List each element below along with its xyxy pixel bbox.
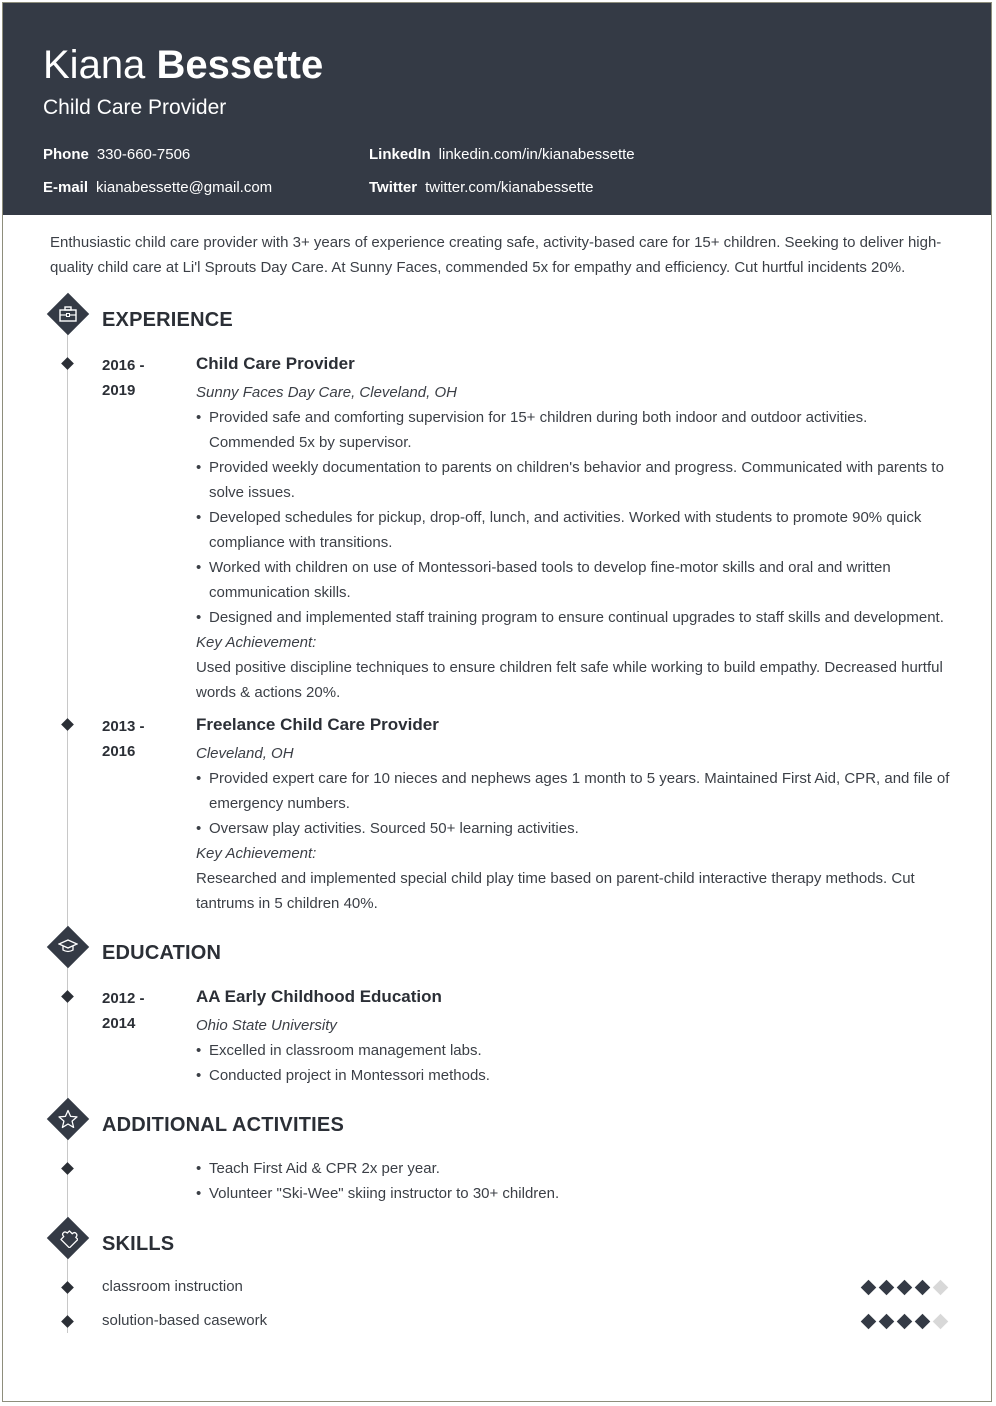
key-achievement-label: Key Achievement: [196, 845, 317, 862]
rating-diamond-filled [861, 1279, 877, 1295]
key-achievement-label: Key Achievement: [196, 634, 317, 651]
linkedin-link[interactable]: linkedin.com/in/kianabessette [438, 146, 635, 163]
list-item: • Oversaw play activities. Sourced 50+ learning activities. [196, 816, 956, 841]
resume-page [2, 2, 992, 1402]
email-label: E-mail [43, 179, 89, 196]
job-entry [196, 714, 956, 916]
summary-paragraph: Enthusiastic child care provider with 3+ years of experience creating safe, activity-based care for 15+ children. Seeking to deliver high-quality child care at Li'l Sprouts Day Care. At Sunny Faces, commended 5x for empathy and efficiency. Cut hurtful incidents 20%. [50, 234, 942, 276]
rating-diamond-empty [933, 1279, 949, 1295]
list-item: • Worked with children on use of Montessori-based tools to develop fine-motor skills and oral and written communication skills. [196, 555, 956, 605]
linkedin-label: LinkedIn [369, 146, 431, 163]
list-item: • Designed and implemented staff training program to ensure continual upgrades to staff skills and development. [196, 605, 956, 630]
job-title: Child Care Provider [43, 96, 227, 119]
job-bullets [196, 766, 956, 841]
skill-name: classroom instruction [102, 1278, 243, 1295]
first-name: Kiana [43, 43, 146, 87]
rating-diamond-filled [915, 1279, 931, 1295]
job-role: Freelance Child Care Provider [196, 715, 439, 734]
briefcase-icon [53, 299, 83, 329]
job-org: Sunny Faces Day Care, Cleveland, OH [196, 384, 457, 401]
key-achievement-text: Researched and implemented special child play time based on parent-child interactive therapy methods. Cut tantrums in 5 children 40%. [196, 870, 915, 912]
education-bullets [196, 1038, 956, 1088]
candidate-name [43, 41, 323, 89]
rating-diamond-filled [915, 1313, 931, 1329]
list-item: • Developed schedules for pickup, drop-off, lunch, and activities. Worked with students to promote 90% quick compliance with transitions. [196, 505, 956, 555]
contact-linkedin [369, 145, 635, 165]
last-name: Bessette [156, 43, 324, 87]
rating-diamond-filled [861, 1313, 877, 1329]
job-date: 2013 - 2016 [102, 718, 145, 760]
contact-phone [43, 145, 190, 165]
section-title-education: EDUCATION [102, 942, 222, 964]
activities-entry [196, 1156, 956, 1206]
job-bullets [196, 405, 956, 630]
list-item: • Excelled in classroom management labs. [196, 1038, 956, 1063]
timeline-line [67, 965, 68, 1105]
section-title-activities: ADDITIONAL ACTIVITIES [102, 1114, 344, 1136]
job-org: Cleveland, OH [196, 745, 294, 762]
timeline-line [67, 1138, 68, 1220]
list-item: • Volunteer "Ski-Wee" skiing instructor to 30+ children. [196, 1181, 956, 1206]
skill-name: solution-based casework [102, 1312, 268, 1329]
list-item: • Provided safe and comforting supervision for 15+ children during both indoor and outdoor activities. Commended 5x by supervisor. [196, 405, 956, 455]
job-entry [196, 353, 956, 705]
star-icon [53, 1104, 83, 1134]
twitter-link[interactable]: twitter.com/kianabessette [425, 179, 594, 196]
phone-label: Phone [43, 146, 89, 163]
education-date: 2012 - 2014 [102, 990, 145, 1032]
timeline-line [67, 333, 68, 933]
email-link[interactable]: kianabessette@gmail.com [96, 179, 273, 196]
resume-header [3, 3, 991, 215]
section-title-experience: EXPERIENCE [102, 309, 233, 331]
school: Ohio State University [196, 1017, 337, 1034]
contact-email [43, 178, 272, 198]
rating-diamond-filled [879, 1313, 895, 1329]
timeline-dot [61, 990, 74, 1003]
phone-value: 330-660-7506 [96, 146, 191, 163]
timeline-dot [61, 1281, 74, 1294]
skill-rating [863, 1277, 946, 1297]
activities-bullets [196, 1156, 956, 1206]
skill-rating [863, 1311, 946, 1331]
list-item: • Provided expert care for 10 nieces and nephews ages 1 month to 5 years. Maintained First Aid, CPR, and file of emergency numbers. [196, 766, 956, 816]
timeline-dot [61, 1315, 74, 1328]
rating-diamond-filled [879, 1279, 895, 1295]
list-item: • Teach First Aid & CPR 2x per year. [196, 1156, 956, 1181]
rating-diamond-filled [897, 1279, 913, 1295]
job-role: Child Care Provider [196, 354, 355, 373]
timeline-dot [61, 357, 74, 370]
list-item: • Provided weekly documentation to parents on children's behavior and progress. Communicated with parents to solve issues. [196, 455, 956, 505]
rating-diamond-empty [933, 1313, 949, 1329]
degree: AA Early Childhood Education [196, 987, 442, 1006]
job-date: 2016 - 2019 [102, 357, 145, 399]
rating-diamond-filled [897, 1313, 913, 1329]
education-entry [196, 986, 956, 1088]
key-achievement-text: Used positive discipline techniques to ensure children felt safe while working to build empathy. Decreased hurtful words & actions 20%. [196, 659, 943, 701]
contact-twitter [369, 178, 593, 198]
timeline-dot [61, 718, 74, 731]
timeline-dot [61, 1162, 74, 1175]
graduation-cap-icon [53, 932, 83, 962]
twitter-label: Twitter [369, 179, 418, 196]
list-item: • Conducted project in Montessori methods. [196, 1063, 956, 1088]
puzzle-icon [53, 1223, 83, 1253]
section-title-skills: SKILLS [102, 1233, 175, 1255]
